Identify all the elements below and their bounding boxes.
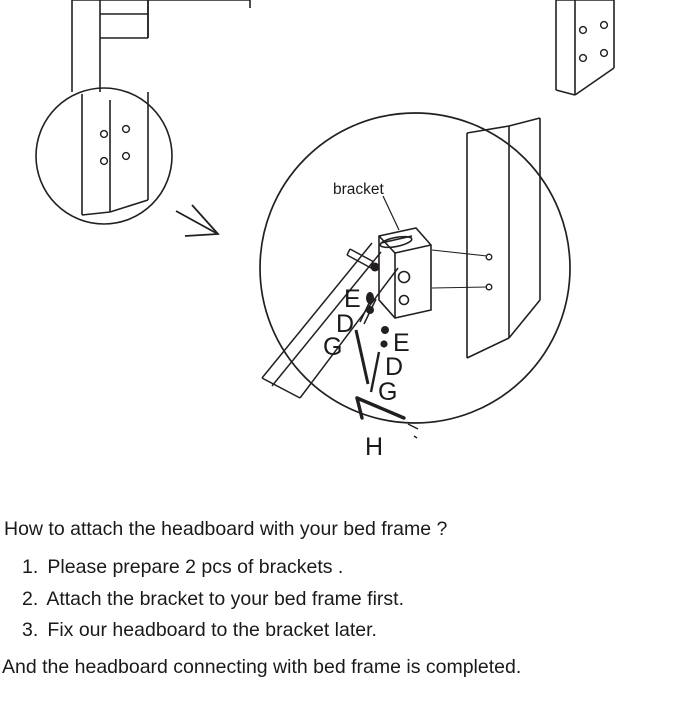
- leg-detail-callout: [36, 88, 172, 224]
- list-item: [22, 552, 679, 584]
- label-left-E: E: [344, 285, 361, 313]
- step-number: 1.: [22, 556, 39, 579]
- bracket-plate: [379, 228, 431, 318]
- step-text: Please prepare 2 pcs of brackets .: [47, 556, 344, 579]
- instructions-block: [0, 515, 679, 682]
- bracket-label: bracket: [333, 181, 384, 198]
- headboard-top-panel: [148, 0, 250, 38]
- post-holes: [486, 254, 492, 290]
- flow-arrow-icon: [176, 205, 218, 236]
- step-number: 2.: [22, 587, 39, 610]
- instructions-question: How to attach the headboard with your bed frame ?: [4, 518, 448, 540]
- leg-holes: [101, 126, 130, 165]
- label-right-E: E: [393, 329, 410, 357]
- label-allen-key-H: H: [365, 433, 384, 461]
- label-right-G: G: [378, 378, 398, 406]
- step-text: Attach the bracket to your bed frame first.: [46, 587, 405, 610]
- bed-frame-post-holes: [580, 22, 608, 62]
- instructions-steps: [0, 552, 679, 647]
- step-number: 3.: [22, 619, 39, 642]
- list-item: [22, 615, 679, 647]
- bed-frame-post: [556, 0, 614, 95]
- allen-key-motion-marks: [408, 424, 418, 438]
- headboard-left-leg: [72, 0, 250, 92]
- bracket-detail-callout: [260, 113, 570, 461]
- step-text: Fix our headboard to the bracket later.: [47, 619, 377, 642]
- post-leader-lines: [432, 250, 487, 288]
- label-left-D: D: [336, 310, 355, 338]
- label-right-D: D: [385, 353, 404, 381]
- list-item: [22, 584, 679, 616]
- bracket-leader-line: [383, 196, 399, 230]
- instructions-closing: And the headboard connecting with bed frame is completed.: [2, 655, 522, 678]
- label-left-G: G: [323, 333, 343, 361]
